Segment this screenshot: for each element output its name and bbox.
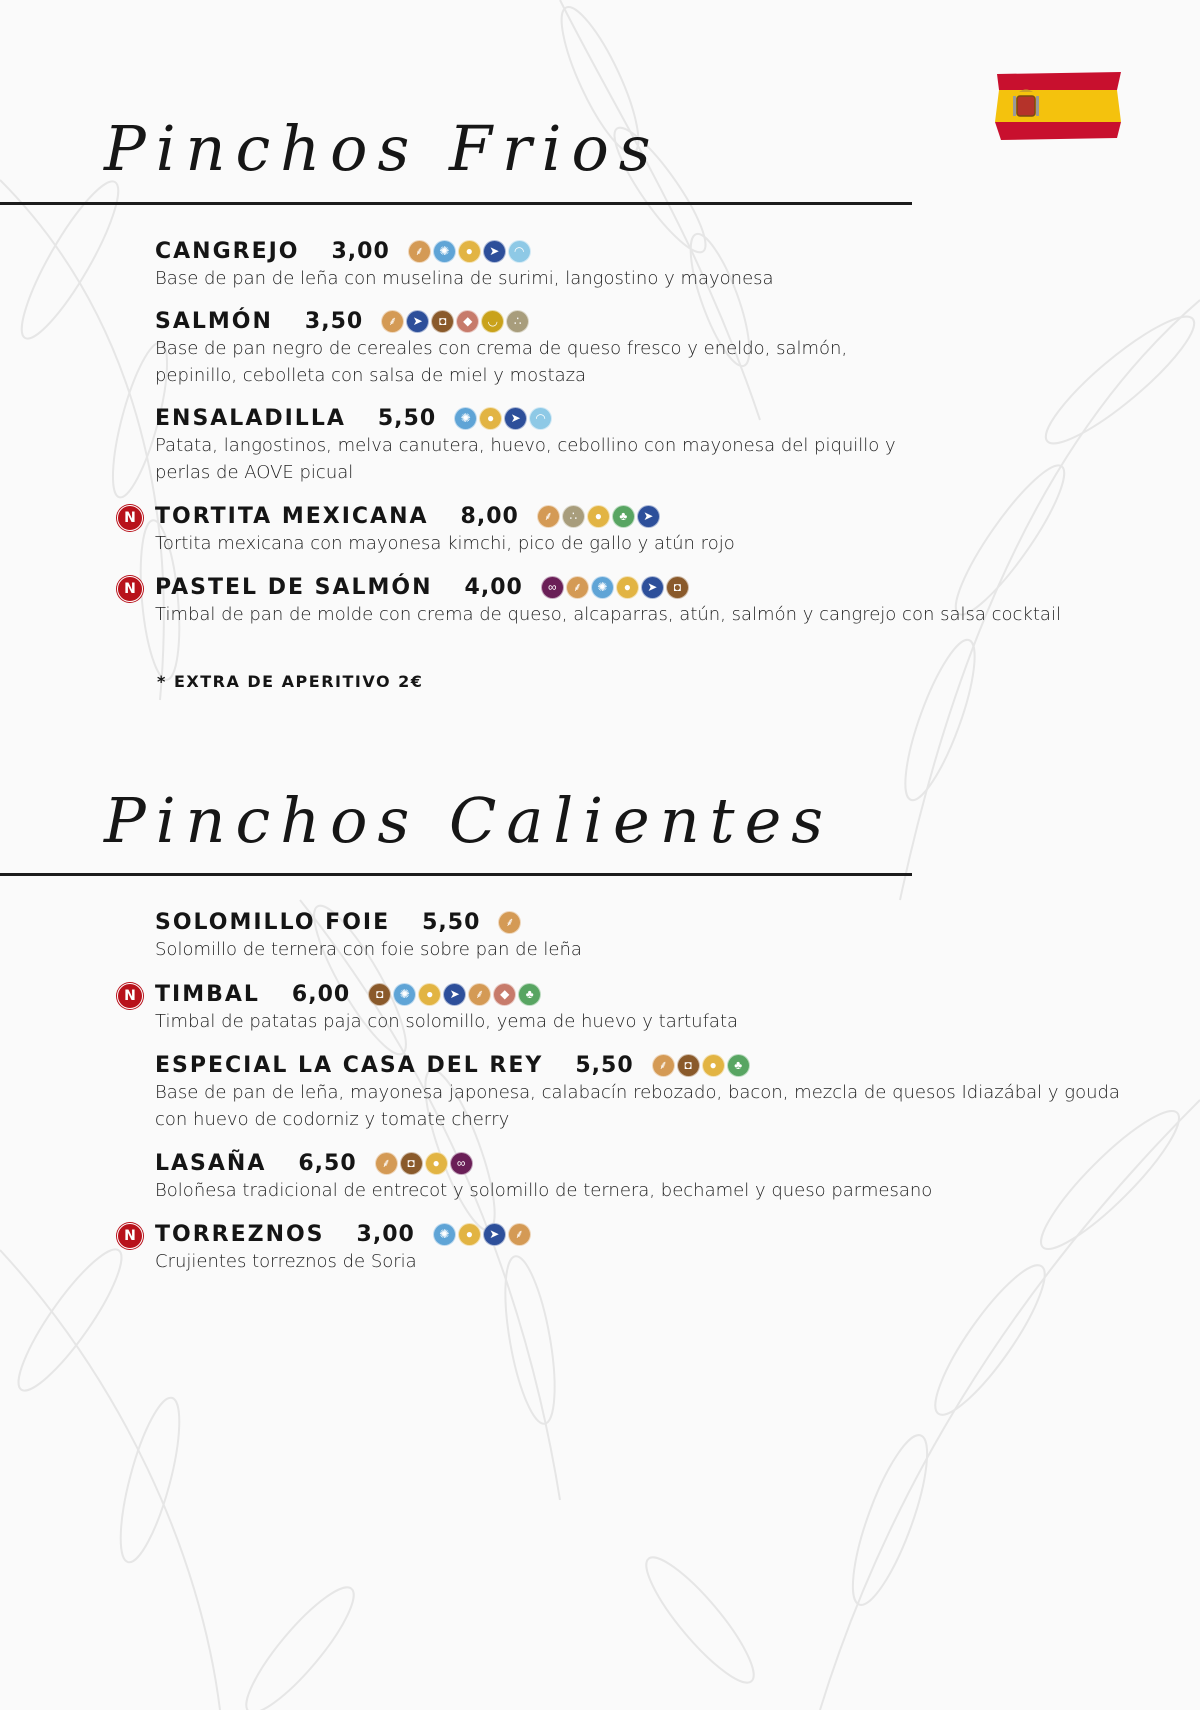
item-description: Crujientes torreznos de Soria [155,1251,417,1272]
eggs-allergen-icon: ● [616,576,639,599]
allergen-icons [454,407,554,430]
item-description: Tortita mexicana con mayonesa kimchi, pico de gallo y atún rojo [155,533,735,554]
item-price: 3,00 [331,238,390,264]
gluten-allergen-icon: ⸙ [652,1054,675,1077]
item-description: Boloñesa tradicional de entrecot y solomillo de ternera, bechamel y queso parmesano [155,1180,933,1201]
eggs-allergen-icon: ● [418,983,441,1006]
fish-allergen-icon: ➤ [504,407,527,430]
eggs-allergen-icon: ● [458,1223,481,1246]
menu-item [124,980,1135,1035]
gluten-allergen-icon: ⸙ [498,911,521,934]
fish-allergen-icon: ➤ [641,576,664,599]
crustaceans-allergen-icon: ✺ [393,983,416,1006]
nuts-allergen-icon: ◆ [493,983,516,1006]
eggs-allergen-icon: ● [702,1054,725,1077]
new-item-badge: N [117,983,143,1009]
mustard-allergen-icon: ◡ [481,310,504,333]
item-price: 3,50 [304,308,364,334]
item-price: 6,50 [298,1150,357,1176]
allergen-icons [537,505,662,528]
extra-note: * EXTRA DE APERITIVO 2€ [157,672,424,691]
milk-allergen-icon: ◘ [400,1152,423,1175]
menu-item [124,573,1135,628]
new-item-badge: N [117,1223,143,1249]
allergen-icons [375,1152,475,1175]
fish-allergen-icon: ➤ [406,310,429,333]
item-name: SALMÓN [155,308,273,334]
allergen-icons [368,983,543,1006]
item-description: Timbal de patatas paja con solomillo, yema de huevo y tartufata [155,1011,739,1032]
celery-allergen-icon: ♣ [612,505,635,528]
spain-flag-icon[interactable] [995,70,1123,142]
eggs-allergen-icon: ● [425,1152,448,1175]
crustaceans-allergen-icon: ✺ [433,1223,456,1246]
gluten-allergen-icon: ⸙ [468,983,491,1006]
item-price: 6,00 [291,981,351,1007]
item-description: Base de pan de leña, mayonesa japonesa, calabacín rebozado, bacon, mezcla de quesos Idiazábal y gouda con huevo de codorniz y tomate cherry [155,1082,1120,1130]
item-name: SOLOMILLO FOIE [155,909,391,935]
allergen-icons [541,576,691,599]
item-price: 5,50 [377,405,437,431]
menu-item [155,307,1135,389]
gluten-allergen-icon: ⸙ [408,240,431,263]
milk-allergen-icon: ◘ [666,576,689,599]
milk-allergen-icon: ◘ [368,983,391,1006]
item-description: Solomillo de ternera con foie sobre pan de leña [155,939,582,960]
molluscs-allergen-icon: ◠ [529,407,552,430]
section-divider [0,202,912,205]
sulphites-allergen-icon: ∞ [450,1152,473,1175]
sesame-allergen-icon: ∴ [562,505,585,528]
item-description: Base de pan negro de cereales con crema de queso fresco y eneldo, salmón, pepinillo, cebolleta con salsa de miel y mostaza [155,338,848,386]
gluten-allergen-icon: ⸙ [537,505,560,528]
item-price: 5,50 [422,909,481,935]
fish-allergen-icon: ➤ [443,983,466,1006]
item-description: Base de pan de leña con muselina de surimi, langostino y mayonesa [155,268,774,289]
item-name: TORTITA MEXICANA [155,503,429,529]
section-divider [0,873,912,876]
item-name: CANGREJO [155,238,300,264]
menu-item [155,237,1135,292]
allergen-icons [652,1054,752,1077]
item-name: ENSALADILLA [155,405,346,431]
gluten-allergen-icon: ⸙ [508,1223,531,1246]
allergen-icons [381,310,531,333]
fish-allergen-icon: ➤ [483,240,506,263]
celery-allergen-icon: ♣ [518,983,541,1006]
item-price: 4,00 [464,574,523,600]
gluten-allergen-icon: ⸙ [381,310,404,333]
item-description: Patata, langostinos, melva canutera, huevo, cebollino con mayonesa del piquillo y perlas de AOVE picual [155,435,896,483]
menu-item [155,1149,1135,1204]
milk-allergen-icon: ◘ [431,310,454,333]
gluten-allergen-icon: ⸙ [566,576,589,599]
item-description: Timbal de pan de molde con crema de queso, alcaparras, atún, salmón y cangrejo con salsa cocktail [155,604,1061,625]
item-price: 8,00 [460,503,519,529]
menu-item [124,502,1135,557]
crustaceans-allergen-icon: ✺ [433,240,456,263]
allergen-icons [433,1223,533,1246]
milk-allergen-icon: ◘ [677,1054,700,1077]
allergen-icons [408,240,533,263]
item-name: TORREZNOS [155,1221,325,1247]
sesame-allergen-icon: ∴ [506,310,529,333]
new-item-badge: N [117,505,143,531]
section-title-pinchos-frios: Pinchos Frios [104,112,661,185]
crustaceans-allergen-icon: ✺ [591,576,614,599]
fish-allergen-icon: ➤ [483,1223,506,1246]
new-item-badge: N [117,576,143,602]
menu-item [155,1051,1135,1133]
eggs-allergen-icon: ● [458,240,481,263]
menu-item [155,908,1135,963]
eggs-allergen-icon: ● [479,407,502,430]
molluscs-allergen-icon: ◠ [508,240,531,263]
item-name: PASTEL DE SALMÓN [155,574,433,600]
sulphites-allergen-icon: ∞ [541,576,564,599]
item-name: ESPECIAL LA CASA DEL REY [155,1052,544,1078]
item-price: 3,00 [356,1221,415,1247]
nuts-allergen-icon: ◆ [456,310,479,333]
item-name: TIMBAL [155,981,260,1007]
menu-item [155,404,1135,486]
eggs-allergen-icon: ● [587,505,610,528]
item-price: 5,50 [575,1052,634,1078]
menu-item [124,1220,1135,1275]
fish-allergen-icon: ➤ [637,505,660,528]
allergen-icons [498,911,523,934]
celery-allergen-icon: ♣ [727,1054,750,1077]
crustaceans-allergen-icon: ✺ [454,407,477,430]
section-title-pinchos-calientes: Pinchos Calientes [104,784,834,857]
gluten-allergen-icon: ⸙ [375,1152,398,1175]
item-name: LASAÑA [155,1150,267,1176]
